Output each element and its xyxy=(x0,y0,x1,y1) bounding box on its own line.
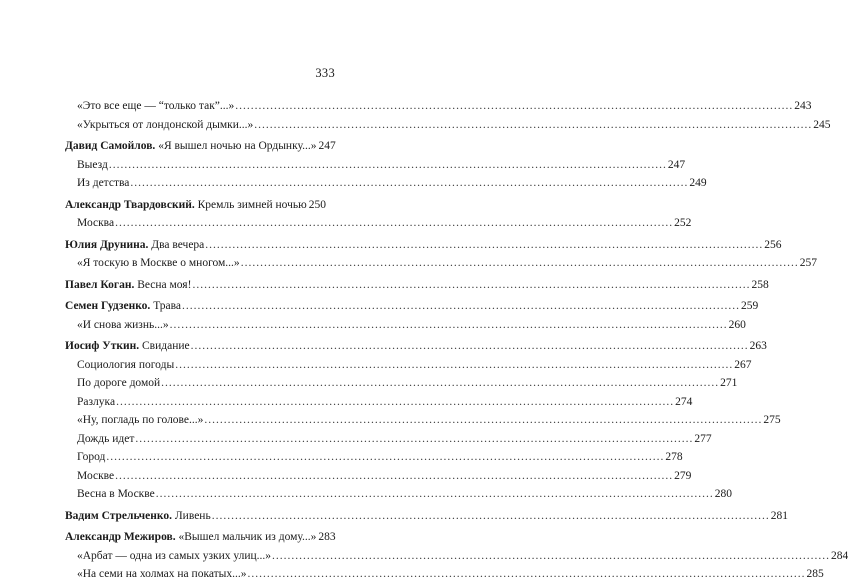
toc-title: «И снова жизнь...» xyxy=(77,318,169,331)
toc-entry-text xyxy=(65,411,203,430)
toc-entry xyxy=(65,448,683,467)
toc-entry xyxy=(65,297,759,316)
toc-title: «На семи на холмах на покатых...» xyxy=(77,568,247,580)
toc-author: Иосиф Уткин. xyxy=(65,340,140,352)
toc-entry xyxy=(65,137,336,156)
dot-leader xyxy=(204,411,762,430)
toc-entry xyxy=(65,565,824,584)
toc-title: Социология погоды xyxy=(77,358,175,371)
dot-leader xyxy=(170,316,728,335)
toc-page-number: 247 xyxy=(318,140,336,152)
toc-entry-text xyxy=(65,156,108,175)
dot-leader xyxy=(254,116,812,135)
toc-entry xyxy=(65,485,732,504)
toc-page-number: 275 xyxy=(763,414,781,426)
toc-entry xyxy=(65,337,767,356)
toc-author: Юлия Друнина. xyxy=(65,238,149,251)
page-number: 333 xyxy=(315,66,335,80)
toc-page-number: 284 xyxy=(831,549,848,562)
toc-title: Москве xyxy=(77,469,115,482)
dot-leader xyxy=(135,430,693,449)
toc-entry xyxy=(65,507,788,526)
toc-entry-text xyxy=(65,565,247,584)
dot-leader xyxy=(205,236,763,255)
dot-leader xyxy=(192,276,750,295)
dot-leader xyxy=(115,467,673,486)
toc-author: Александр Межиров. xyxy=(65,531,176,543)
toc-entry xyxy=(65,547,848,566)
toc-page-number: 271 xyxy=(720,377,738,389)
dot-leader xyxy=(241,254,799,273)
toc-page-number: 258 xyxy=(751,278,769,291)
toc-entry xyxy=(65,254,817,273)
toc-title: Дождь идет xyxy=(77,432,135,445)
toc-entry-text xyxy=(65,430,134,449)
toc-entry-text xyxy=(65,448,105,467)
toc-page-number: 250 xyxy=(308,198,326,211)
toc-title: По дороге домой xyxy=(77,377,161,389)
dot-leader xyxy=(212,507,770,526)
toc-page-number: 281 xyxy=(770,509,788,522)
toc-entry-text xyxy=(65,467,114,486)
toc-entry-text xyxy=(65,374,160,393)
toc-title: «Я тоскую в Москве о многом...» xyxy=(77,257,240,269)
toc-entry xyxy=(65,276,769,295)
toc-page-number: 267 xyxy=(734,358,752,371)
toc-entry-text xyxy=(65,337,190,356)
dot-leader xyxy=(272,547,830,566)
toc-entry-text xyxy=(65,485,155,504)
toc-entry xyxy=(65,430,712,449)
toc-title: Выезд xyxy=(77,158,108,171)
toc-page-number: 245 xyxy=(813,118,831,131)
toc-author: Семен Гудзенко. xyxy=(65,300,151,312)
dot-leader xyxy=(248,565,806,584)
toc-title: Из детства xyxy=(77,177,130,189)
toc-title: Разлука xyxy=(77,395,116,408)
toc-title: «Это все еще — “только так”...» xyxy=(77,100,235,112)
toc-page-number: 263 xyxy=(749,340,767,352)
toc-title: Трава xyxy=(150,300,182,312)
toc-entry xyxy=(65,411,781,430)
toc-entry-text xyxy=(65,528,316,547)
toc-title: Весна в Москве xyxy=(77,488,155,500)
toc-entry-text xyxy=(65,393,115,412)
toc-title: Москва xyxy=(77,217,115,229)
toc-author: Вадим Стрельченко. xyxy=(65,509,172,522)
toc-title: Весна моя! xyxy=(134,278,192,291)
toc-entry-text xyxy=(65,297,181,316)
toc-page-number: 280 xyxy=(714,488,732,500)
toc-title: «Ну, погладь по голове...» xyxy=(77,414,204,426)
toc-entry-text xyxy=(65,174,129,193)
toc-page-number: 252 xyxy=(674,217,692,229)
toc-author: Давид Самойлов. xyxy=(65,140,156,152)
dot-leader xyxy=(175,356,733,375)
dot-leader xyxy=(115,214,673,233)
toc-entry xyxy=(65,97,812,116)
toc-entry xyxy=(65,467,692,486)
toc-title: Город xyxy=(77,451,106,463)
toc-entry-text xyxy=(65,356,174,375)
toc-entry xyxy=(65,393,693,412)
dot-leader xyxy=(106,448,664,467)
toc-entry-text xyxy=(65,196,307,215)
toc-page-number: 247 xyxy=(667,158,686,171)
dot-leader xyxy=(161,374,719,393)
toc-title: Два вечера xyxy=(148,238,205,251)
toc-entry xyxy=(65,356,752,375)
toc-entry xyxy=(65,156,686,175)
toc-page-number: 256 xyxy=(764,238,782,251)
toc-title: «Я вышел ночью на Ордынку...» xyxy=(155,140,317,152)
toc-entry xyxy=(65,374,738,393)
toc-entry xyxy=(65,116,831,135)
toc-entry-text xyxy=(65,316,169,335)
toc-entry-text xyxy=(65,547,271,566)
dot-leader xyxy=(235,97,793,116)
toc-title: «Вышел мальчик из дому...» xyxy=(175,531,317,543)
toc-title: Кремль зимней ночью xyxy=(194,198,307,211)
table-of-contents xyxy=(65,97,848,584)
toc-entry-text xyxy=(65,137,316,156)
toc-entry-text xyxy=(65,276,191,295)
toc-entry xyxy=(65,214,692,233)
dot-leader xyxy=(182,297,740,316)
dot-leader xyxy=(116,393,674,412)
toc-author: Александр Твардовский. xyxy=(65,198,195,211)
toc-entry-text xyxy=(65,116,253,135)
toc-entry-text xyxy=(65,236,204,255)
toc-entry-text xyxy=(65,97,234,116)
toc-page-number: 249 xyxy=(689,177,707,189)
dot-leader xyxy=(156,485,714,504)
toc-page-number: 257 xyxy=(799,257,817,269)
toc-author: Павел Коган. xyxy=(65,278,135,291)
toc-page-number: 274 xyxy=(675,395,693,408)
toc-page-number: 279 xyxy=(674,469,692,482)
toc-entry xyxy=(65,174,707,193)
toc-entry-text xyxy=(65,214,114,233)
toc-page-number: 259 xyxy=(741,300,759,312)
toc-title: «Арбат — одна из самых узких улиц...» xyxy=(77,549,272,562)
toc-entry-text xyxy=(65,507,211,526)
toc-entry xyxy=(65,196,326,215)
toc-entry xyxy=(65,236,782,255)
toc-title: Ливень xyxy=(172,509,211,522)
toc-entry-text xyxy=(65,254,240,273)
toc-page-number: 243 xyxy=(794,100,812,112)
toc-page-number: 278 xyxy=(665,451,683,463)
toc-title: «Укрыться от лондонской дымки...» xyxy=(77,118,254,131)
dot-leader xyxy=(191,337,749,356)
dot-leader xyxy=(109,156,667,175)
toc-entry xyxy=(65,316,746,335)
dot-leader xyxy=(130,174,688,193)
toc-page-number: 283 xyxy=(318,531,336,543)
toc-page-number: 277 xyxy=(694,432,712,445)
toc-title: Свидание xyxy=(139,340,190,352)
toc-page-number: 285 xyxy=(806,568,824,580)
toc-entry xyxy=(65,528,336,547)
toc-page-number: 260 xyxy=(728,318,746,331)
